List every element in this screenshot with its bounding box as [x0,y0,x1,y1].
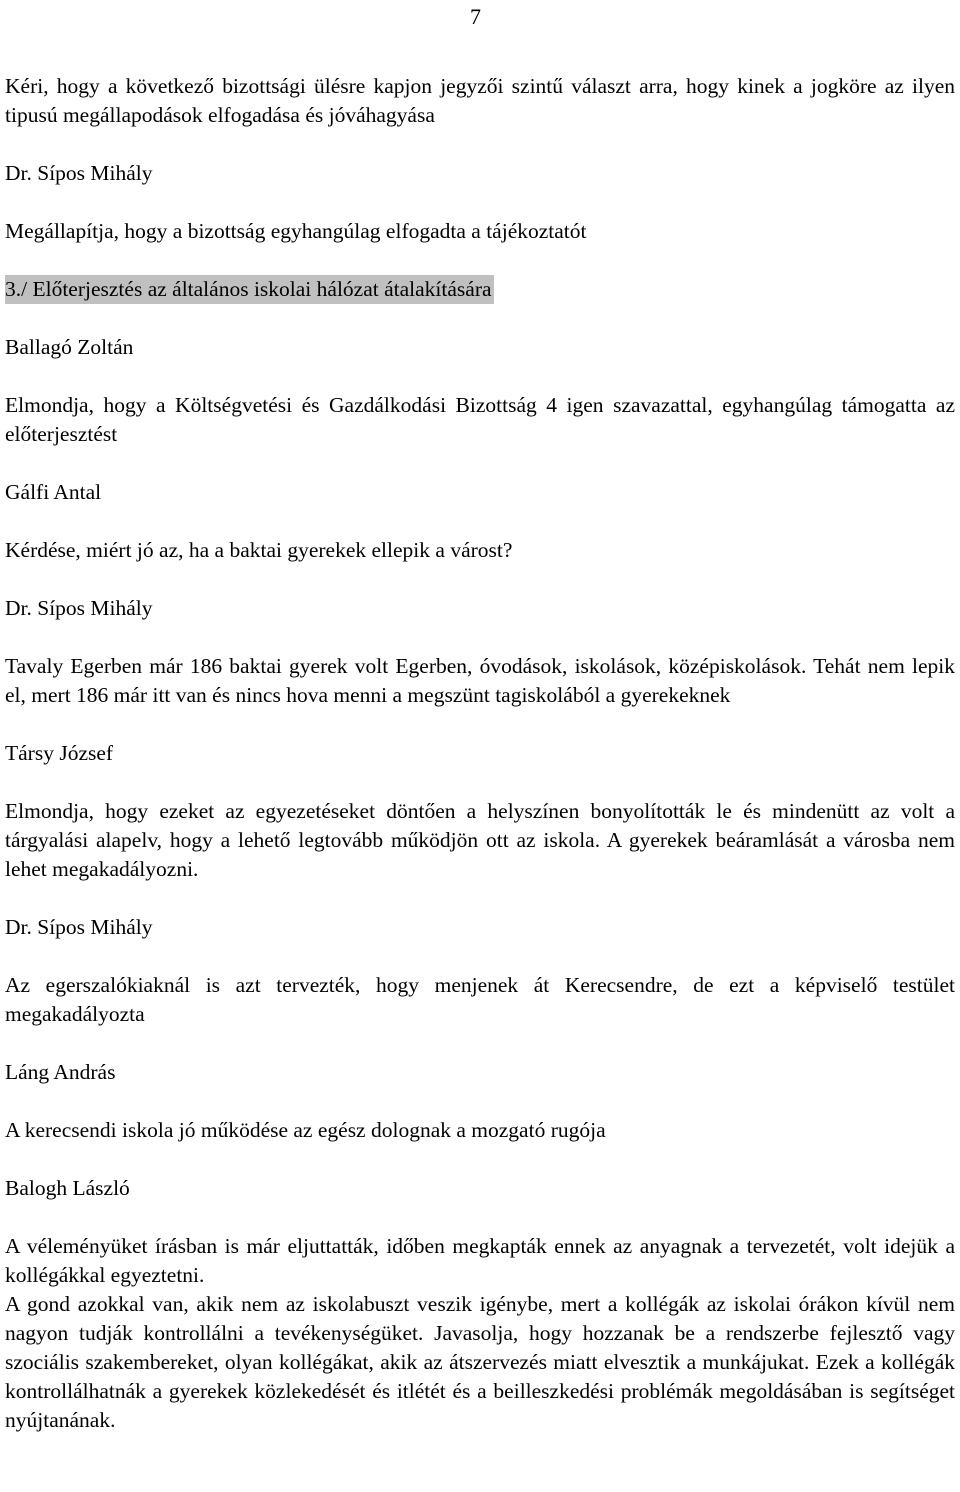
paragraph: Elmondja, hogy ezeket az egyezetéseket döntően a helyszínen bonyolították le és mindenütt az volt a tárgyalási alapelv, hogy a lehető legtovább működjön ott az iskola. A gyerekek beáramlását a városba nem lehet megakadályozni. [5,799,955,881]
speaker-name: Dr. Sípos Mihály [5,596,153,620]
paragraph: Kéri, hogy a következő bizottsági ülésre kapjon jegyzői szintű választ arra, hogy kinek a jogköre az ilyen tipusú megállapodások elfogadása és jóváhagyása [5,74,955,127]
paragraph: Kérdése, miért jó az, ha a baktai gyerekek ellepik a várost? [5,538,513,562]
agenda-item-title: 3./ Előterjesztés az általános iskolai hálózat átalakítására [5,275,494,304]
speaker-name: Dr. Sípos Mihály [5,915,153,939]
paragraph: Tavaly Egerben már 186 baktai gyerek volt Egerben, óvodások, iskolások, középiskolások. Tehát nem lepik el, mert 186 már itt van és nincs hova menni a megszünt tagiskolából a gyerekeknek [5,654,955,707]
speaker-name: Gálfi Antal [5,480,102,504]
speaker-name: Dr. Sípos Mihály [5,161,153,185]
paragraph: Az egerszalókiaknál is azt tervezték, hogy menjenek át Kerecsendre, de ezt a képviselő testület megakadályozta [5,973,955,1026]
paragraph: A véleményüket írásban is már eljuttatták, időben megkapták ennek az anyagnak a tervezetét, volt idejük a kollégákkal egyeztetni. [5,1234,955,1287]
paragraph: A gond azokkal van, akik nem az iskolabuszt veszik igénybe, mert a kollégák az iskolai órákon kívül nem nagyon tudják kontrollálni a tevékenységüket. Javasolja, hogy hozzanak be a rendszerbe fejlesztő vagy szociális szakembereket, olyan kollégákat, akik az átszervezés miatt elvesztik a munkájukat. Ezek a kollégák kontrollálhatnák a gyerekek közlekedését és itlétét és a beilleszkedési problémák megoldásában is segítséget nyújtanának. [5,1292,955,1432]
paragraph: A kerecsendi iskola jó működése az egész dolognak a mozgató rugója [5,1118,606,1142]
paragraph: Megállapítja, hogy a bizottság egyhangúlag elfogadta a tájékoztatót [5,219,587,243]
speaker-name: Ballagó Zoltán [5,335,134,359]
speaker-name: Társy József [5,741,114,765]
page-number: 7 [470,4,481,29]
speaker-name: Balogh László [5,1176,130,1200]
document-body [5,72,955,1435]
speaker-name: Láng András [5,1060,116,1084]
paragraph: Elmondja, hogy a Költségvetési és Gazdálkodási Bizottság 4 igen szavazattal, egyhangúlag támogatta az előterjesztést [5,393,955,446]
